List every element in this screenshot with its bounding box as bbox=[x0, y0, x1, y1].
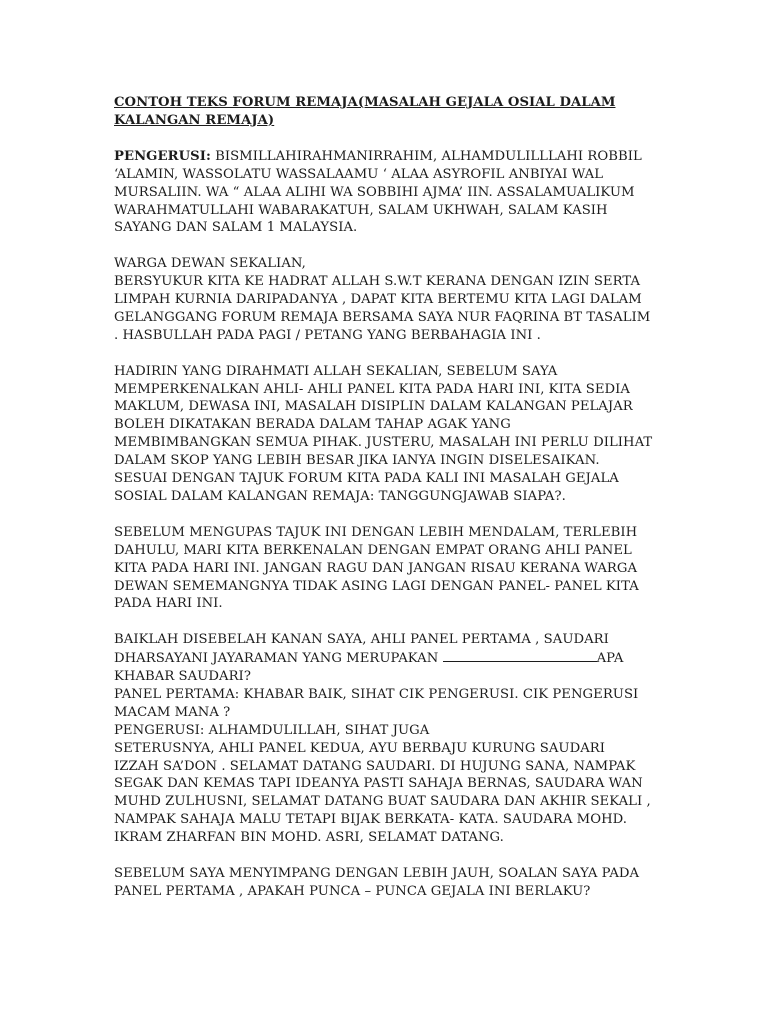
speaker-label: PENGERUSI: bbox=[114, 148, 211, 164]
fill-in-blank bbox=[443, 649, 597, 662]
text-line: MEMBIMBANGKAN SEMUA PIHAK. JUSTERU, MASALAH INI PERLU DILIHAT bbox=[114, 435, 653, 451]
paragraph-panelists bbox=[114, 631, 659, 847]
text-line: PADA HARI INI. bbox=[114, 596, 223, 612]
text-line: PENGERUSI: ALHAMDULILLAH, SIHAT JUGA bbox=[114, 722, 430, 738]
text-line: MACAM MANA ? bbox=[114, 704, 231, 720]
paragraph-question bbox=[114, 865, 659, 901]
text-line: SESUAI DENGAN TAJUK FORUM KITA PADA KALI INI MASALAH GEJALA bbox=[114, 471, 619, 487]
text-line: MURSALIIN. WA “ ALAA ALIHI WA SOBBIHI AJMA’ IIN. ASSALAMUALIKUM bbox=[114, 184, 635, 200]
document-body bbox=[114, 94, 659, 919]
document-title bbox=[114, 94, 659, 130]
paragraph-opening bbox=[114, 148, 659, 238]
text-line: IKRAM ZHARFAN BIN MOHD. ASRI, SELAMAT DATANG. bbox=[114, 830, 504, 846]
text-line: SEBELUM SAYA MENYIMPANG DENGAN LEBIH JAUH, SOALAN SAYA PADA bbox=[114, 865, 640, 881]
paragraph-greeting bbox=[114, 255, 659, 345]
text-line bbox=[114, 649, 659, 668]
text-line: HADIRIN YANG DIRAHMATI ALLAH SEKALIAN, SEBELUM SAYA bbox=[114, 363, 558, 379]
text-span: BISMILLAHIRAHMANIRRAHIM, ALHAMDULILLLAHI ROBBIL bbox=[210, 148, 642, 164]
text-line: SOSIAL DALAM KALANGAN REMAJA: TANGGUNGJAWAB SIAPA?. bbox=[114, 489, 566, 504]
text-line: NAMPAK SAHAJA MALU TETAPI BIJAK BERKATA- KATA. SAUDARA MOHD. bbox=[114, 812, 628, 828]
text-line: MEMPERKENALKAN AHLI- AHLI PANEL KITA PADA HARI INI, KITA SEDIA bbox=[114, 381, 630, 397]
text-line: BAIKLAH DISEBELAH KANAN SAYA, AHLI PANEL PERTAMA , SAUDARI bbox=[114, 632, 609, 648]
text-line: GELANGGANG FORUM REMAJA BERSAMA SAYA NUR FAQRINA BT TASALIM bbox=[114, 309, 651, 325]
text-line: PANEL PERTAMA , APAKAH PUNCA – PUNCA GEJALA INI BERLAKU? bbox=[114, 883, 591, 899]
text-line: WARGA DEWAN SEKALIAN, bbox=[114, 256, 306, 272]
text-line: ‘ALAMIN, WASSOLATU WASSALAAMU ‘ ALAA ASYROFIL ANBIYAI WAL bbox=[114, 166, 604, 182]
text-line: BERSYUKUR KITA KE HADRAT ALLAH S.W.T KERANA DENGAN IZIN SERTA bbox=[114, 274, 641, 290]
title-line: CONTOH TEKS FORUM REMAJA(MASALAH GEJALA OSIAL DALAM bbox=[114, 95, 616, 110]
paragraph-panel-intro bbox=[114, 524, 659, 614]
text-line: SAYANG DAN SALAM 1 MALAYSIA. bbox=[114, 220, 358, 236]
text-line: BOLEH DIKATAKAN BERADA DALAM TAHAP AGAK YANG bbox=[114, 417, 511, 433]
text-line: MUHD ZULHUSNI, SELAMAT DATANG BUAT SAUDARA DAN AKHIR SEKALI , bbox=[114, 794, 651, 810]
text-line: LIMPAH KURNIA DARIPADANYA , DAPAT KITA BERTEMU KITA LAGI DALAM bbox=[114, 292, 642, 308]
text-line bbox=[114, 148, 659, 166]
text-line: WARAHMATULLAHI WABARAKATUH, SALAM UKHWAH, SALAM KASIH bbox=[114, 202, 608, 218]
text-span: APA bbox=[596, 651, 624, 667]
title-line: KALANGAN REMAJA) bbox=[114, 112, 275, 128]
text-line: IZZAH SA’DON . SELAMAT DATANG SAUDARI. DI HUJUNG SANA, NAMPAK bbox=[114, 758, 636, 774]
text-line: SETERUSNYA, AHLI PANEL KEDUA, AYU BERBAJU KURUNG SAUDARI bbox=[114, 740, 606, 756]
text-line: . HASBULLAH PADA PAGI / PETANG YANG BERBAHAGIA INI . bbox=[114, 327, 541, 343]
paragraph-introduction bbox=[114, 363, 659, 506]
text-line: PANEL PERTAMA: KHABAR BAIK, SIHAT CIK PENGERUSI. CIK PENGERUSI bbox=[114, 686, 639, 702]
text-span: DHARSAYANI JAYARAMAN YANG MERUPAKAN bbox=[114, 651, 443, 667]
text-line: KHABAR SAUDARI? bbox=[114, 669, 251, 685]
text-line: KITA PADA HARI INI. JANGAN RAGU DAN JANGAN RISAU KERANA WARGA bbox=[114, 560, 638, 576]
text-line: DALAM SKOP YANG LEBIH BESAR JIKA IANYA INGIN DISELESAIKAN. bbox=[114, 453, 600, 469]
text-line: DAHULU, MARI KITA BERKENALAN DENGAN EMPAT ORANG AHLI PANEL bbox=[114, 542, 632, 558]
text-line: SEGAK DAN KEMAS TAPI IDEANYA PASTI SAHAJA BERNAS, SAUDARA WAN bbox=[114, 776, 643, 792]
text-line: DEWAN SEMEMANGNYA TIDAK ASING LAGI DENGAN PANEL- PANEL KITA bbox=[114, 578, 639, 594]
text-line: SEBELUM MENGUPAS TAJUK INI DENGAN LEBIH MENDALAM, TERLEBIH bbox=[114, 524, 638, 540]
text-line: MAKLUM, DEWASA INI, MASALAH DISIPLIN DALAM KALANGAN PELAJAR bbox=[114, 399, 633, 415]
